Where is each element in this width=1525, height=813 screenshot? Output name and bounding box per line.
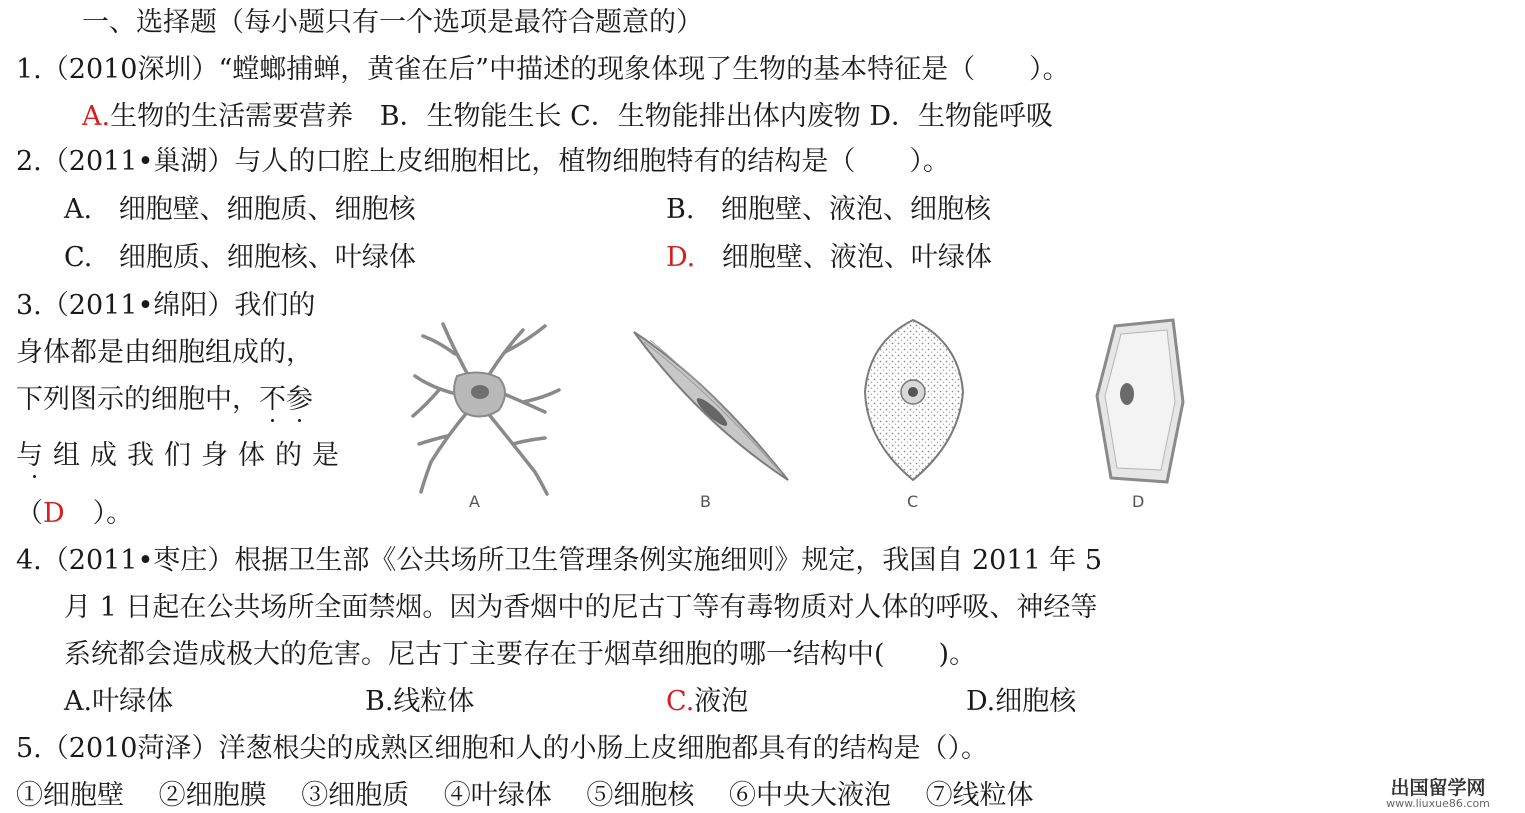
cell-c-round (855, 312, 975, 524)
q2-option-c (64, 244, 416, 271)
q2-option-a (64, 196, 416, 223)
cell-b-label: B (700, 492, 711, 511)
q5-option-7: ⑦线粒体 (925, 780, 1034, 811)
q4-option-c-letter: C. (666, 686, 695, 717)
q4-option-c (666, 688, 748, 715)
q2-stem: 2.（2011•巢湖）与人的口腔上皮细胞相比，植物细胞特有的结构是（ ）。 (16, 146, 950, 177)
q1-option-d: D．生物能呼吸 (869, 101, 1054, 132)
q1-options (82, 103, 1053, 130)
q3-line4-text: 组成我们身体的是 (53, 440, 349, 471)
cell-a-label: A (469, 492, 480, 511)
q3-line2: 身体都是由细胞组成的， (16, 337, 313, 368)
cell-a-neuron (395, 312, 575, 524)
q2-option-c-text: 细胞质、细胞核、叶绿体 (118, 242, 416, 273)
q5-option-4: ④叶绿体 (443, 780, 552, 811)
q2-option-c-letter: C. (64, 242, 93, 273)
q2-option-b-letter: B. (666, 194, 695, 225)
q3-answer-line (16, 500, 133, 527)
cell-d-label: D (1132, 492, 1145, 511)
cell-c-label: C (907, 492, 919, 511)
cell-b-muscle (620, 312, 800, 524)
q4-option-a: A.叶绿体 (64, 686, 174, 717)
q4-line1: 4.（2011•枣庄）根据卫生部《公共场所卫生管理条例实施细则》规定，我国自 2011 年 5 (16, 545, 1103, 576)
watermark-url: www.liuxue86.com (1386, 797, 1490, 810)
q3-answer: D (43, 498, 65, 529)
q1-option-b: B．生物能生长 (379, 101, 562, 132)
q1-option-c: C．生物能排出体内废物 (570, 101, 861, 132)
q4-line2: 月 1 日起在公共场所全面禁烟。因为香烟中的尼古丁等有毒物质对人体的呼吸、神经等 (64, 592, 1098, 623)
cell-d-plant (1085, 312, 1195, 524)
q2-option-b-text: 细胞壁、液泡、细胞核 (721, 194, 992, 225)
q5-option-5: ⑤细胞核 (586, 780, 695, 811)
q3-emphasis-bu: 不 (259, 384, 286, 415)
q1-option-a-letter: A. (82, 101, 111, 132)
q2-option-d-text: 细胞壁、液泡、叶绿体 (721, 242, 992, 273)
q3-line3-text: 下列图示的细胞中， (16, 384, 259, 415)
neuron-image (395, 312, 575, 524)
q4-option-d: D.细胞核 (966, 686, 1077, 717)
watermark-logo (1373, 779, 1503, 809)
q3-emphasis-yu: 与 (16, 440, 53, 471)
q3-answer-open: （ (16, 498, 43, 529)
q3-line3 (16, 386, 313, 413)
q5-option-2: ②细胞膜 (158, 780, 267, 811)
q3-line4 (16, 442, 349, 469)
cell-figure (395, 312, 1225, 524)
q3-answer-close: ）。 (92, 498, 134, 529)
q3-emphasis-can: 参 (286, 384, 313, 415)
section-title: 一、选择题（每小题只有一个选项是最符合题意的） (82, 7, 703, 38)
q5-option-3: ③细胞质 (301, 780, 410, 811)
q2-option-a-letter: A. (64, 194, 93, 225)
q2-option-d-letter: D. (666, 242, 696, 273)
q5-stem: 5.（2010菏泽）洋葱根尖的成熟区细胞和人的小肠上皮细胞都具有的结构是（）。 (16, 733, 988, 764)
q1-option-a-text: 生物的生活需要营养 (110, 101, 354, 132)
q2-option-a-text: 细胞壁、细胞质、细胞核 (118, 194, 416, 225)
q2-option-d (666, 244, 992, 271)
q5-option-1: ①细胞壁 (16, 780, 124, 811)
q5-option-6: ⑥中央大液泡 (728, 780, 891, 811)
q1-stem: 1.（2010深圳）“螳螂捕蝉，黄雀在后”中描述的现象体现了生物的基本特征是（ ）。 (16, 54, 1070, 85)
q4-line3: 系统都会造成极大的危害。尼古丁主要存在于烟草细胞的哪一结构中( )。 (64, 639, 977, 670)
q5-options (16, 782, 1034, 809)
q4-option-c-text: 液泡 (694, 686, 749, 717)
watermark-text: 出国留学网 (1390, 777, 1486, 799)
q2-option-b (666, 196, 991, 223)
q3-line1: 3.（2011•绵阳）我们的 (16, 290, 316, 321)
q4-option-b: B.线粒体 (365, 686, 475, 717)
